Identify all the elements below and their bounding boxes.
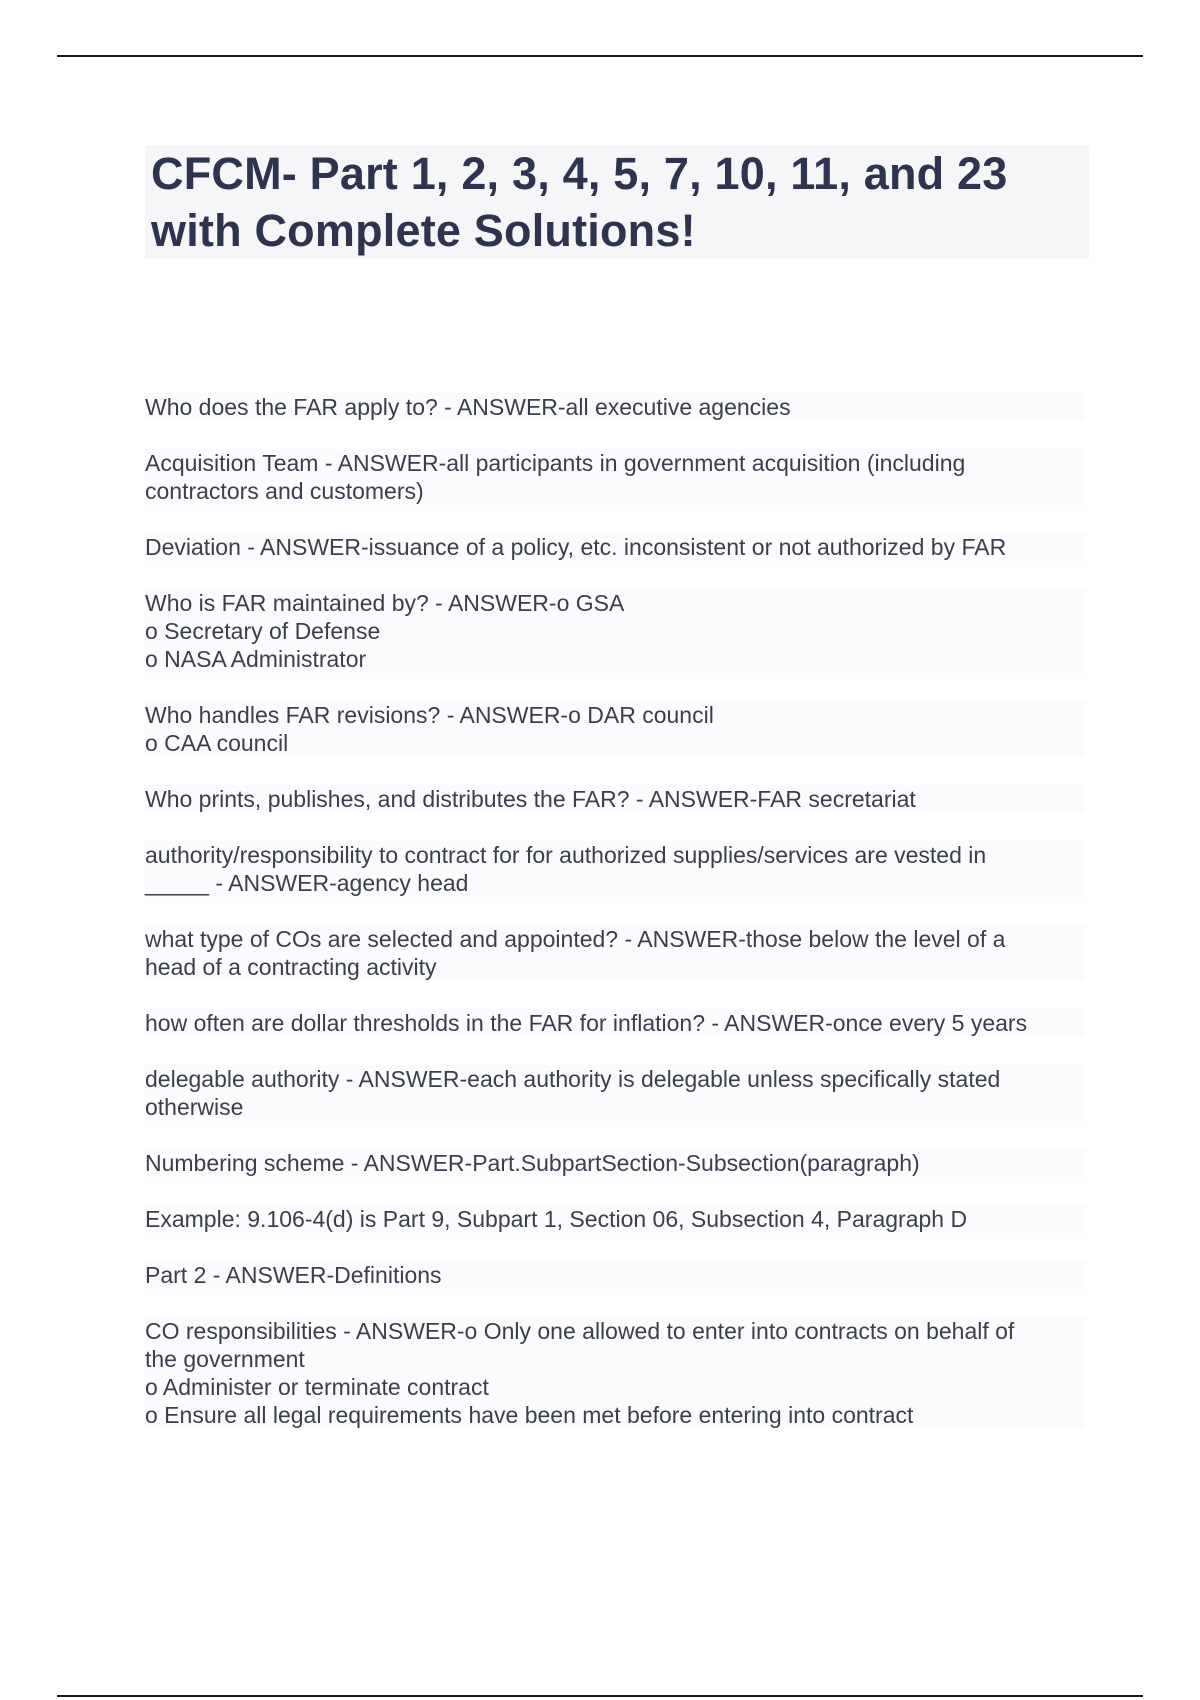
qa-item: [145, 1261, 1085, 1289]
qa-line: otherwise: [145, 1094, 244, 1120]
qa-item: [145, 1009, 1085, 1037]
qa-list: [145, 393, 1085, 1457]
header-rule: [57, 55, 1143, 57]
qa-line: o Secretary of Defense: [145, 618, 381, 644]
qa-item: [145, 1317, 1085, 1429]
qa-item: [145, 841, 1085, 897]
qa-item: [145, 533, 1085, 561]
qa-line: CO responsibilities - ANSWER-o Only one allowed to enter into contracts on behalf of: [145, 1318, 1015, 1344]
qa-line: authority/responsibility to contract for for authorized supplies/services are vested in: [145, 842, 987, 868]
qa-line: o Ensure all legal requirements have been met before entering into contract: [145, 1402, 914, 1428]
document-title: [151, 145, 1083, 259]
qa-line: what type of COs are selected and appointed? - ANSWER-those below the level of a: [145, 926, 1006, 952]
qa-line: o Administer or terminate contract: [145, 1374, 489, 1400]
qa-line: Who is FAR maintained by? - ANSWER-o GSA: [145, 590, 625, 616]
qa-line: Deviation - ANSWER-issuance of a policy, etc. inconsistent or not authorized by FAR: [145, 534, 1007, 560]
footer-rule: [57, 1695, 1143, 1697]
qa-line: o CAA council: [145, 730, 289, 756]
qa-line: o NASA Administrator: [145, 646, 367, 672]
qa-item: [145, 785, 1085, 813]
qa-line: the government: [145, 1346, 305, 1372]
title-line-2: with Complete Solutions!: [151, 205, 696, 256]
qa-item: [145, 1065, 1085, 1121]
title-line-1: CFCM- Part 1, 2, 3, 4, 5, 7, 10, 11, and 23: [151, 148, 1008, 199]
qa-item: [145, 1205, 1085, 1233]
qa-line: Part 2 - ANSWER-Definitions: [145, 1262, 442, 1288]
qa-line: Who prints, publishes, and distributes the FAR? - ANSWER-FAR secretariat: [145, 786, 916, 812]
qa-line: contractors and customers): [145, 478, 424, 504]
qa-item: [145, 449, 1085, 505]
document-title-block: [145, 145, 1089, 259]
qa-item: [145, 589, 1085, 673]
qa-line: Who handles FAR revisions? - ANSWER-o DAR council: [145, 702, 714, 728]
qa-line: _____ - ANSWER-agency head: [145, 870, 469, 896]
qa-item: [145, 925, 1085, 981]
qa-line: delegable authority - ANSWER-each authority is delegable unless specifically stated: [145, 1066, 1001, 1092]
qa-item: [145, 701, 1085, 757]
qa-line: Example: 9.106-4(d) is Part 9, Subpart 1, Section 06, Subsection 4, Paragraph D: [145, 1206, 968, 1232]
qa-line: Numbering scheme - ANSWER-Part.SubpartSection-Subsection(paragraph): [145, 1150, 920, 1176]
qa-line: Acquisition Team - ANSWER-all participants in government acquisition (including: [145, 450, 966, 476]
qa-item: [145, 1149, 1085, 1177]
qa-line: head of a contracting activity: [145, 954, 437, 980]
qa-item: [145, 393, 1085, 421]
qa-line: Who does the FAR apply to? - ANSWER-all executive agencies: [145, 394, 791, 420]
qa-line: how often are dollar thresholds in the FAR for inflation? - ANSWER-once every 5 years: [145, 1010, 1028, 1036]
